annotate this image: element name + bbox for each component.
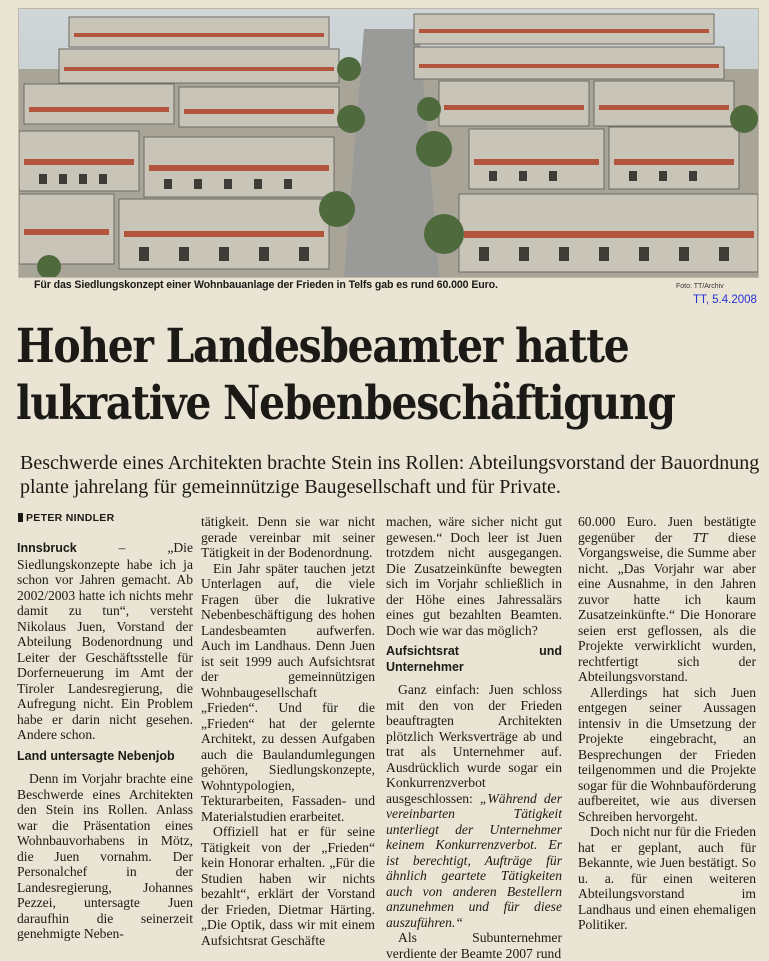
contract-quote: „Während der vereinbarten Tätigkeit unterliegt der Unternehmer keinem Konkurrenzverbot. Er ist berechtigt, Aufträge für ähnlich geartete Tätigkeiten auch von anderen Bestellern anzunehmen und für diese auszuführen.“ [386, 790, 562, 930]
photo-credit: Foto: TT/Archiv [676, 283, 724, 290]
article-column-2 [201, 514, 375, 948]
article-column-3 [386, 514, 562, 961]
newspaper-name: TT [692, 529, 708, 545]
paragraph: Denn im Vorjahr brachte eine Beschwerde eines Architekten den Stein ins Rollen. Anlass war die Präsentation eines Wohnbauvorhabens in Mötz, die Juen vornahm. Der Personalchef in der Landesregierung, Johannes Pezzei, untersagte Juen daraufhin die seinerzeit genehmigte Neben- [17, 771, 193, 941]
paragraph [17, 540, 193, 743]
paragraph-text: diese Vorgangsweise, die Summe aber nicht. „Das Vorjahr war aber eine Ausnahme, in den Jahren zuvor hatte ich kaum Zusatzeinkünfte.“ Die Honorare seien erst geflossen, als die Projekte verwirklicht wurden, rechtfertigt sich der Abteilungsvorstand. [578, 529, 756, 684]
paragraph: Offiziell hat er für seine Tätigkeit von der „Frieden“ kein Honorar erhalten. „Für die Studien haben wir nichts bezahlt“, erklärt der Vorstand der Frieden, Dietmar Härting. „Die Optik, dass wir mit einem Aufsichtsrat Geschäfte [201, 824, 375, 948]
byline-marker [18, 513, 23, 522]
article-column-4 [578, 514, 756, 933]
paragraph-text: Ganz einfach: Juen schloss mit den von der Frieden beauftragten Architekten plötzlich Werksverträge ab und trat als Unternehmer auf. Ausdrücklich wurde sogar ein Konkurrenzverbot ausgeschlossen: [386, 682, 562, 806]
section-subhead: Aufsichtsrat und Unternehmer [386, 644, 562, 674]
housing-model-photo [18, 8, 759, 278]
paragraph: Doch nicht nur für die Frieden hat er geplant, auch für Bekannte, wie Juen bestätigt. So u. a. für einen weiteren Abteilungsvorstand im Landhaus und einen ehemaligen Politiker. [578, 824, 756, 932]
byline [18, 512, 115, 524]
subheadline: Beschwerde eines Architekten brachte Stein ins Rollen: Abteilungsvorstand der Bauordnung plante jahrelang für gemeinnützige Baugesellschaft und für Private. [20, 452, 760, 498]
paragraph-text: – „Die Siedlungskonzepte habe ich ja schon vor Jahren gemacht. Ab 2002/2003 hatte ich nichts mehr damit zu tun“, versteht Nikolaus Juen, Vorstand der Abteilung Bodenordnung und Leiter der Geschäftsstelle für Dorferneuerung im Amt der Tiroler Landesregierung, die Aufregung nicht. Ein Problem habe er darin nicht gesehen. Andere schon. [17, 540, 193, 742]
paragraph [578, 514, 756, 685]
headline [16, 318, 675, 432]
headline-line-1: Hoher Landesbeamter hatte [16, 319, 629, 374]
section-subhead: Land untersagte Nebenjob [17, 748, 175, 763]
housing-model-illustration [19, 9, 758, 277]
headline-line-2: lukrative Nebenbeschäftigung [16, 376, 675, 431]
paragraph: Als Subunternehmer verdiente der Beamte 2007 rund [386, 930, 562, 961]
paragraph: tätigkeit. Denn sie war nicht gerade vereinbar mit seiner Tätigkeit in der Bodenordnung. [201, 514, 375, 560]
photo-caption: Für das Siedlungskonzept einer Wohnbauanlage der Frieden in Telfs gab es rund 60.000 Euro. [34, 279, 498, 291]
paragraph: Allerdings hat sich Juen entgegen seiner Aussagen intensiv in die Umsetzung der Projekte eingebracht, an Besprechungen der Frieden teilgenommen und die Projekte sogar für die Wohnbauförderung aufbereitet, wie aus diversen Schreiben hervorgeht. [578, 684, 756, 824]
dateline: Innsbruck [17, 541, 77, 555]
source-stamp: TT, 5.4.2008 [693, 294, 757, 306]
byline-author: PETER NINDLER [26, 512, 115, 524]
article-column-1 [17, 540, 193, 942]
paragraph: Ein Jahr später tauchen jetzt Unterlagen auf, die viele Fragen über die lukrative Nebenbeschäftigung des hohen Landesbeamten aufwerfen. Auch im Landhaus. Denn Juen ist seit 1999 auch Aufsichtsrat der gemeinnützigen Wohnbaugesellschaft „Frieden“. Und für die „Frieden“ hat der gelernte Architekt, zu dessen Aufgaben auch die Baulandumlegungen gehören, Siedlungskonzepte, Wohntypologien, Tekturarbeiten, Fassaden- und Materialstudien erarbeitet. [201, 560, 375, 824]
paragraph [386, 682, 562, 930]
paragraph-text: 60.000 Euro. Juen bestätigte gegenüber der [578, 514, 756, 545]
paragraph: machen, wäre sicher nicht gut gewesen.“ Doch leer ist Juen trotzdem nicht ausgegangen. Die Zusatzeinkünfte bewegten sich im Vorjahr schließlich in der Höhe eines Jahressalärs eines gut bezahlten Beamten. Doch wie war das möglich? [386, 514, 562, 638]
